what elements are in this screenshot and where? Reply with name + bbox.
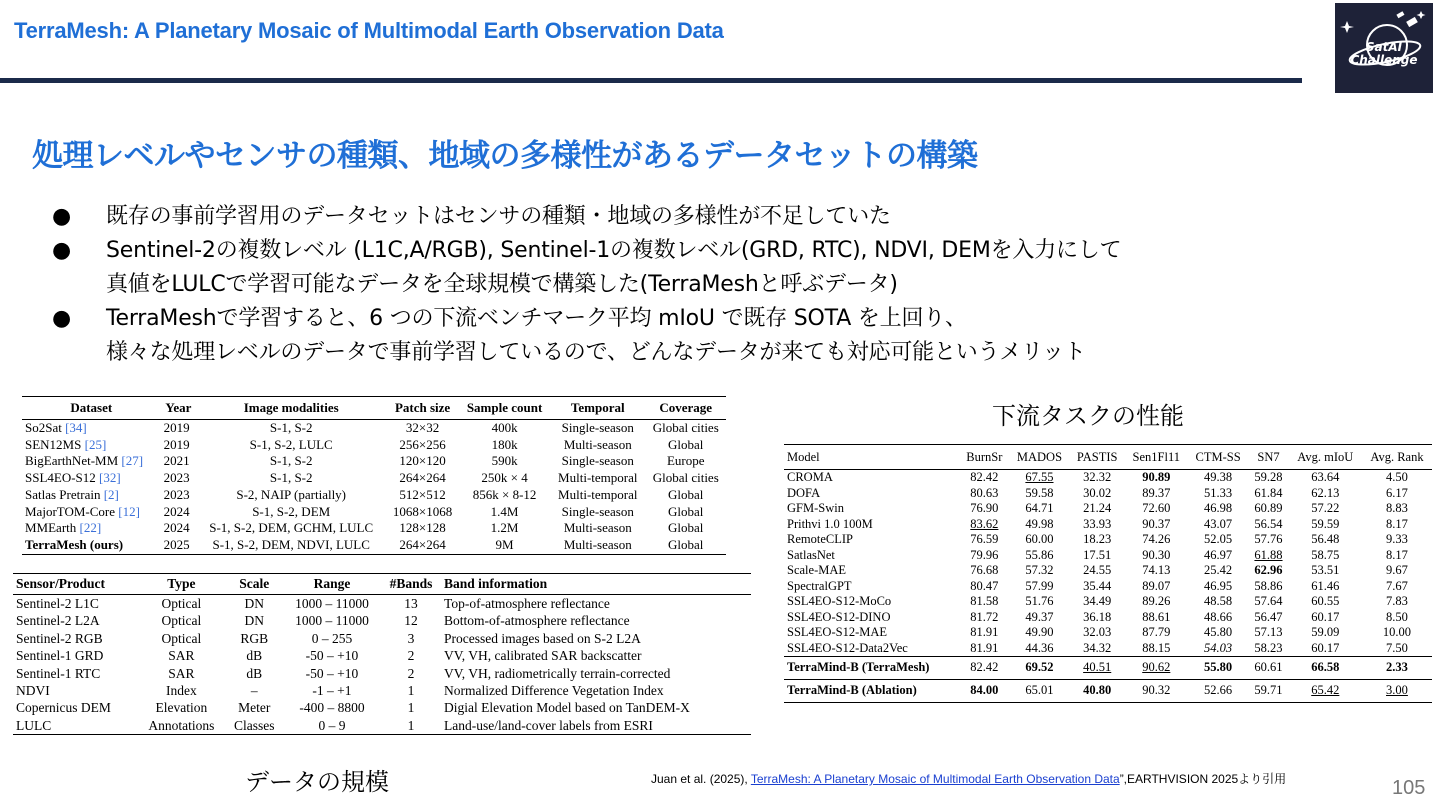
reference-link[interactable]: TerraMesh: A Planetary Mosaic of Multimodal Earth Observation Data [750, 772, 1120, 786]
table-row: LULC Annotations Classes 0 – 9 1 Land-use/land-cover labels from ESRI [13, 717, 751, 735]
column-header: PASTIS [1070, 445, 1125, 470]
dataset-comparison-table [22, 396, 726, 555]
sensor-product-table [13, 573, 751, 735]
column-header: Sample count [459, 397, 550, 420]
table-row: RemoteCLIP 76.59 60.00 18.23 74.26 52.05 57.76 56.48 9.33 [787, 532, 1408, 546]
table-header-row [784, 445, 1432, 470]
table-row: BigEarthNet-MM [27] 2021 S-1, S-2 120×120 590k Single-season Europe [25, 453, 705, 469]
table-row: Sentinel-2 RGB Optical RGB 0 – 255 3 Processed images based on S-2 L2A [16, 630, 641, 646]
bullet-list [52, 200, 1382, 370]
table-row: SEN12MS [25] 2019 S-1, S-2, LULC 256×256 180k Multi-season Global [25, 436, 704, 452]
table-row-ablation: TerraMind-B (Ablation) 84.00 65.01 40.80 90.32 52.66 59.71 65.42 3.00 [784, 680, 1432, 703]
table-row: Sentinel-1 GRD SAR dB -50 – +10 2 VV, VH, calibrated SAR backscatter [16, 648, 642, 664]
column-header: Year [161, 397, 197, 420]
table-header-row [22, 397, 726, 420]
header-divider [0, 78, 1302, 83]
table-row: SatlasNet 79.96 55.86 17.51 90.30 46.97 61.88 58.75 8.17 [787, 547, 1408, 562]
column-header: Sensor/Product [13, 574, 137, 595]
table-row: SSL4EO-S12-MoCo 81.58 51.76 34.49 89.26 48.58 57.64 60.55 7.83 [787, 594, 1408, 608]
table-row: Sentinel-2 L1C Optical DN 1000 – 11000 13 Top-of-atmosphere reflectance [16, 596, 610, 611]
reference-citation: Juan et al. (2025), TerraMesh: A Planetary Mosaic of Multimodal Earth Observation Data”,EARTHVISION 2025より引用 [651, 772, 1287, 786]
table-row: So2Sat [34] 2019 S-1, S-2 32×32 400k Single-season Global cities [25, 420, 719, 435]
table-row: Prithvi 1.0 100M 83.62 49.98 33.93 90.37 43.07 56.54 59.59 8.17 [787, 516, 1408, 531]
table-row: NDVI Index – -1 – +1 1 Normalized Difference Vegetation Index [16, 683, 664, 699]
table-row: GFM-Swin 76.90 64.71 21.24 72.60 46.98 60.89 57.22 8.83 [787, 501, 1408, 515]
column-header: Range [283, 574, 381, 595]
table-row: SpectralGPT 80.47 57.99 35.44 89.07 46.95 58.86 61.46 7.67 [787, 578, 1408, 593]
column-header: Sen1Fl11 [1125, 445, 1188, 470]
table-row: MMEarth [22] 2024 S-1, S-2, DEM, GCHM, LULC 128×128 1.2M Multi-season Global [25, 520, 704, 536]
table-row: SSL4EO-S12 [32] 2023 S-1, S-2 264×264 250k × 4 Multi-temporal Global cities [25, 470, 719, 486]
table-row: CROMA 82.42 67.55 32.32 90.89 49.38 59.28 63.64 4.50 [787, 470, 1408, 484]
header-title: TerraMesh: A Planetary Mosaic of Multimodal Earth Observation Data [14, 18, 724, 43]
caption-data-scale: データの規模 [245, 768, 389, 796]
caption-downstream-performance: 下流タスクの性能 [992, 402, 1184, 430]
column-header: MADOS [1009, 445, 1069, 470]
table-row: SSL4EO-S12-MAE 81.91 49.90 32.03 87.79 45.80 57.13 59.09 10.00 [787, 625, 1412, 639]
bullet-marker: ● [52, 204, 71, 229]
column-header: Model [784, 445, 959, 470]
bullet-item: ● 既存の事前学習用のデータセットはセンサの種類・地域の多様性が不足していた [52, 200, 1382, 234]
table-row-terramesh: TerraMind-B (TerraMesh) 82.42 69.52 40.51 90.62 55.80 60.61 66.58 2.33 [784, 657, 1432, 680]
downstream-performance-table [784, 444, 1432, 703]
bullet-marker: ● [52, 306, 71, 331]
bullet-item: ● Sentinel-2の複数レベル (L1C,A/RGB), Sentinel-1の複数レベル(GRD, RTC), NDVI, DEMを入力にして 真値をLULCで学習可能なデータを全球規模で構築した(TerraMeshと呼ぶデータ) [52, 234, 1382, 302]
bullet-item: ● TerraMeshで学習すると、6 つの下流ベンチマーク平均 mIoU で既存 SOTA を上回り、 様々な処理レベルのデータで事前学習しているので、どんなデータが来ても対応可能というメリット [52, 302, 1382, 370]
column-header: #Bands [381, 574, 441, 595]
table-row: Sentinel-1 RTC SAR dB -50 – +10 2 VV, VH, radiometrically terrain-corrected [16, 665, 671, 681]
column-header: Avg. mIoU [1289, 445, 1362, 470]
table-row: Copernicus DEM Elevation Meter -400 – 8800 1 Digial Elevation Model based on TanDEM-X [16, 700, 690, 716]
satai-challenge-logo [1335, 3, 1433, 93]
column-header: Temporal [550, 397, 645, 420]
table-row: DOFA 80.63 59.58 30.02 89.37 51.33 61.84 62.13 6.17 [787, 485, 1408, 500]
column-header: Type [137, 574, 226, 595]
table-row: Satlas Pretrain [2] 2023 S-2, NAIP (partially) 512×512 856k × 8-12 Multi-temporal Global [25, 486, 704, 502]
column-header: Avg. Rank [1362, 445, 1432, 470]
table-header-row [13, 574, 751, 595]
column-header: Image modalities [196, 397, 386, 420]
bullet-marker: ● [52, 238, 71, 263]
column-header: Dataset [22, 397, 161, 420]
column-header: Patch size [386, 397, 459, 420]
column-header: Coverage [645, 397, 726, 420]
table-row-terramesh: TerraMesh (ours) 2025 S-1, S-2, DEM, NDVI, LULC 264×264 9M Multi-season Global [22, 537, 726, 554]
table-row: SSL4EO-S12-Data2Vec 81.91 44.36 34.32 88.15 54.03 58.23 60.17 7.50 [787, 640, 1408, 655]
column-header: CTM-SS [1188, 445, 1248, 470]
slide-title: 処理レベルやセンサの種類、地域の多様性があるデータセットの構築 [32, 138, 978, 174]
table-row: Scale-MAE 76.68 57.32 24.55 74.13 25.42 62.96 53.51 9.67 [787, 563, 1408, 577]
logo-text: SatAI Challenge [1350, 40, 1418, 67]
column-header: Scale [226, 574, 283, 595]
table-row: MajorTOM-Core [12] 2024 S-1, S-2, DEM 1068×1068 1.4M Single-season Global [25, 503, 704, 519]
table-row: SSL4EO-S12-DINO 81.72 49.37 36.18 88.61 48.66 56.47 60.17 8.50 [787, 609, 1408, 624]
column-header: BurnSr [959, 445, 1009, 470]
column-header: SN7 [1248, 445, 1288, 470]
page-number: 105 [1392, 777, 1426, 799]
table-row: Sentinel-2 L2A Optical DN 1000 – 11000 12 Bottom-of-atmosphere reflectance [16, 613, 630, 629]
column-header: Band information [441, 574, 751, 595]
